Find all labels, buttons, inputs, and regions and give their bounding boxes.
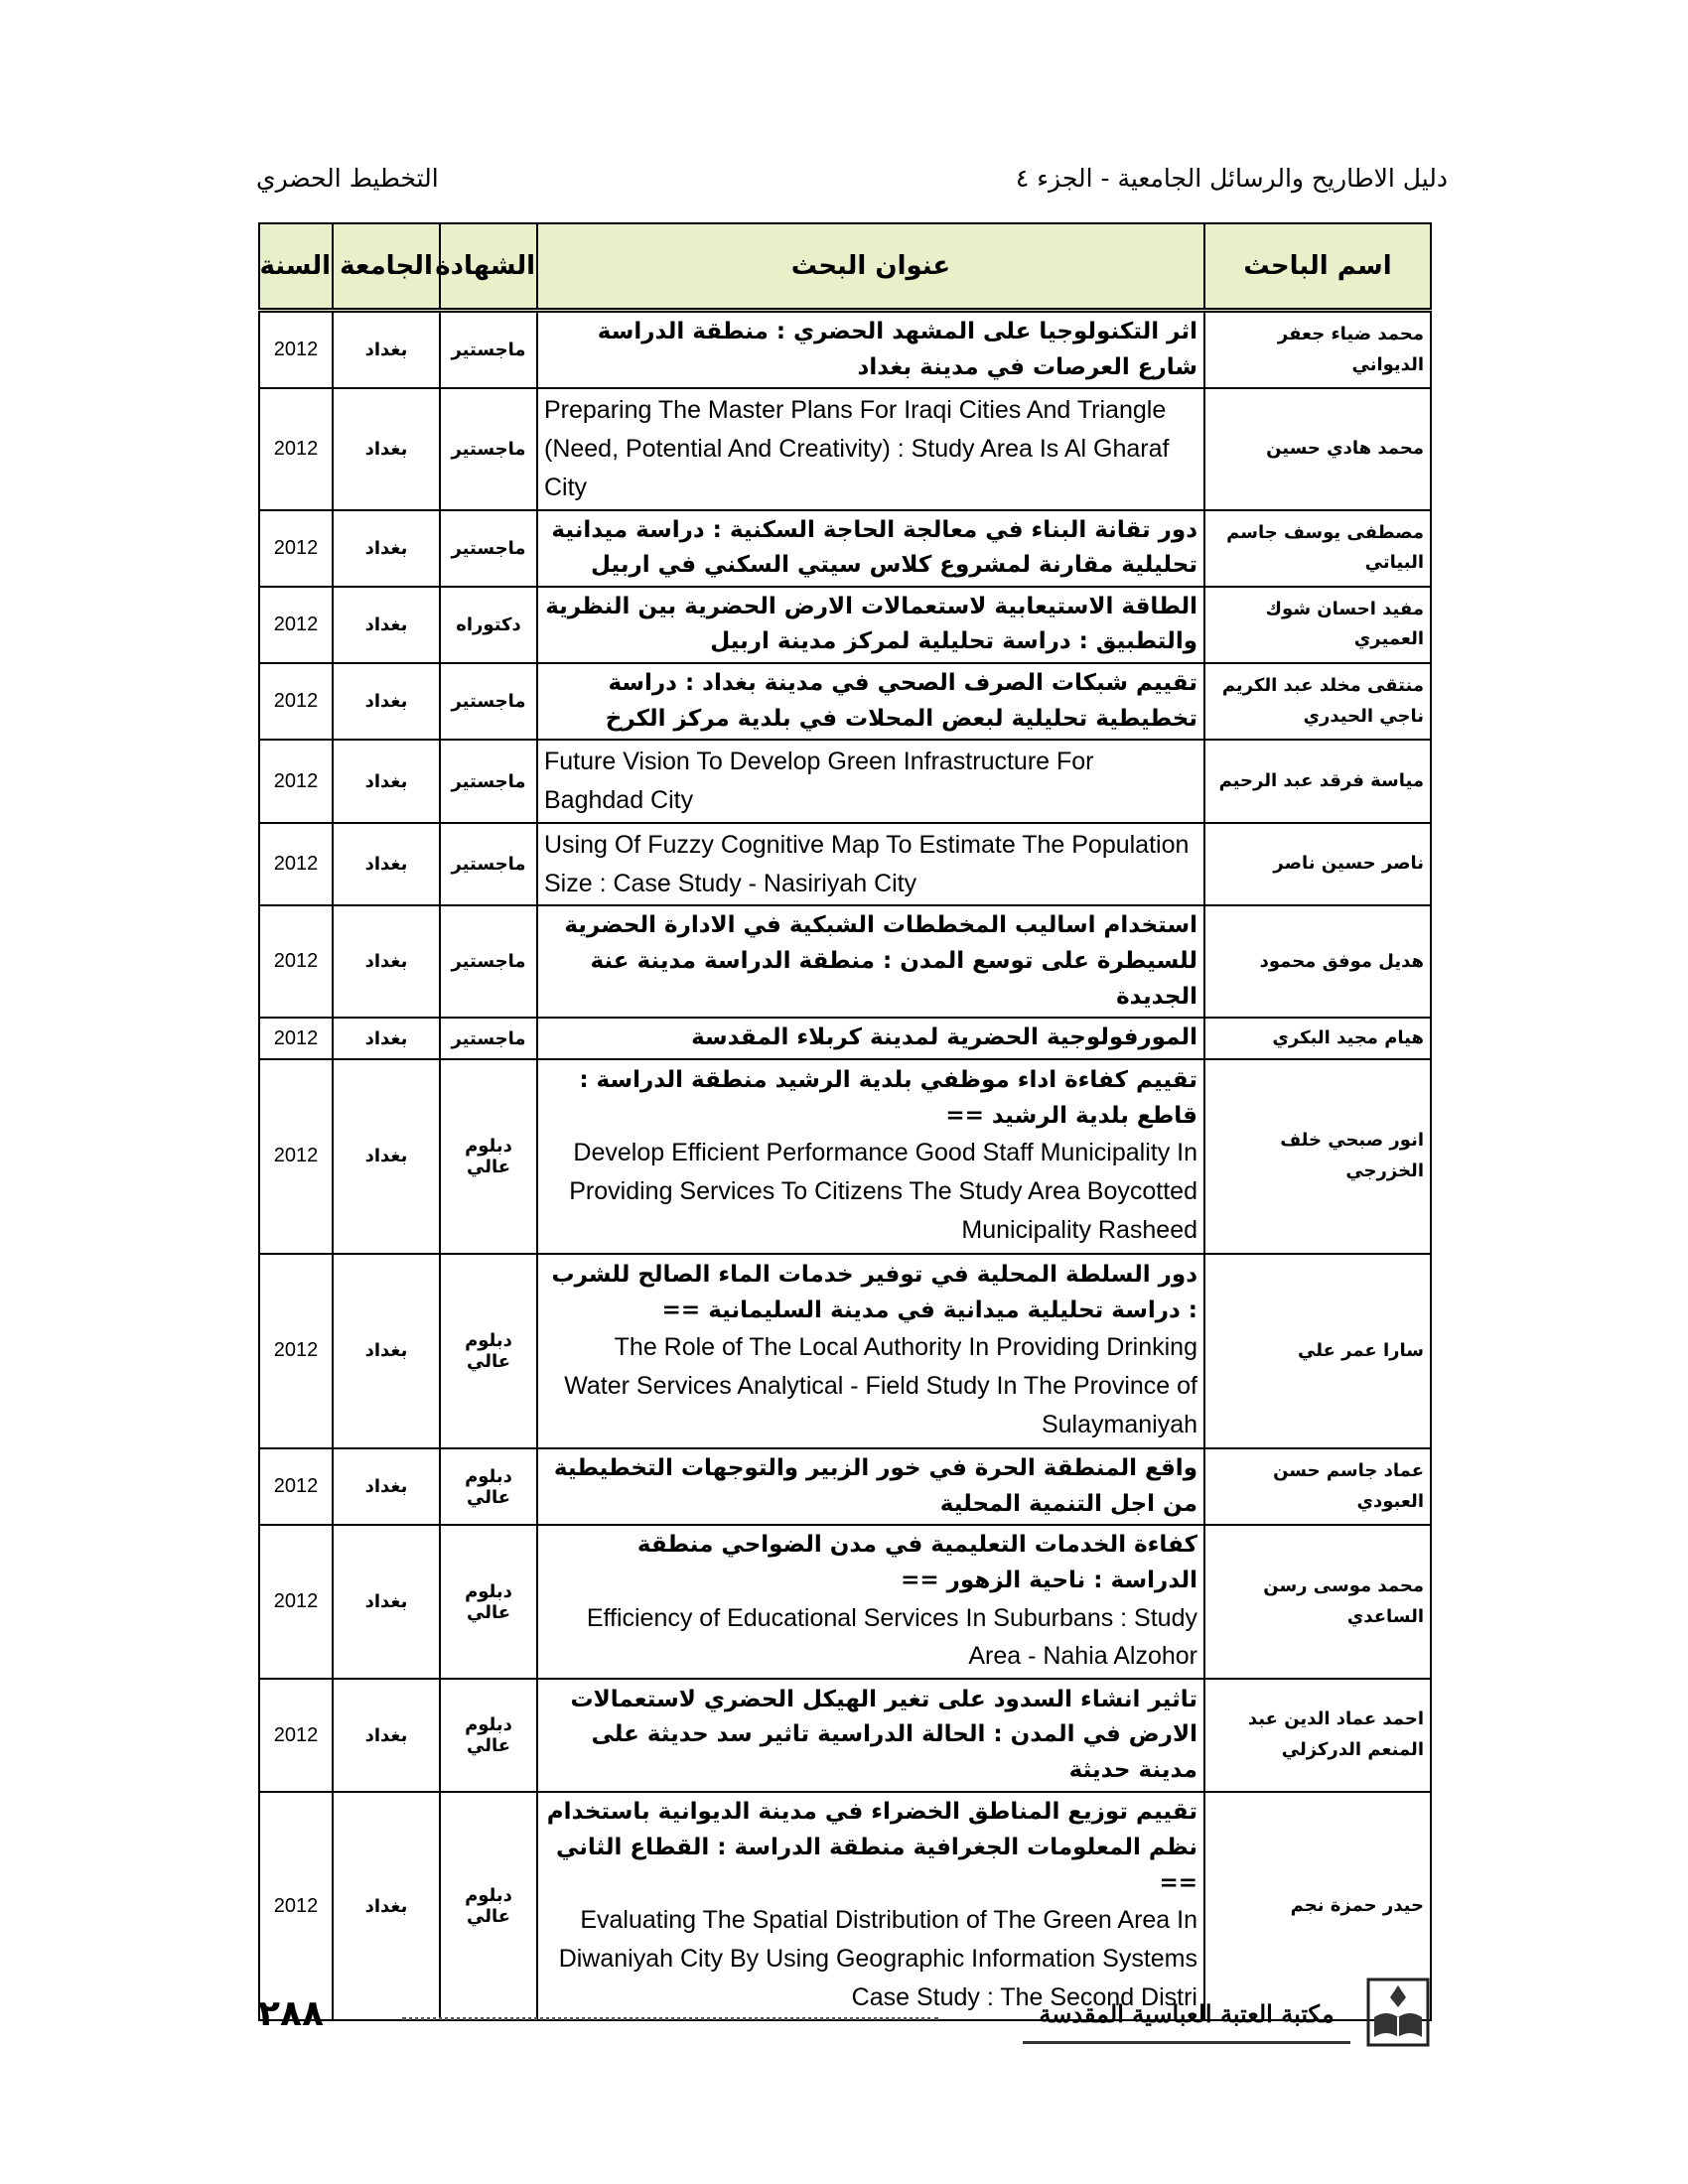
table-row (259, 311, 1431, 389)
thesis-title: Preparing The Master Plans For Iraqi Cities And Triangle (Need, Potential And Creativity) : Study Area Is Al Gharaf City (537, 388, 1204, 509)
year: 2012 (259, 1792, 333, 2020)
library-logo (1023, 1978, 1430, 2049)
table-row (259, 823, 1431, 906)
column-header-title: عنوان البحث (537, 223, 1204, 311)
thesis-title (537, 1059, 1204, 1254)
thesis-title-english: Efficiency of Educational Services In Suburbans : Study Area - Nahia Alzohor (586, 1603, 1197, 1671)
year: 2012 (259, 740, 333, 823)
researcher-name: هديل موفق محمود (1204, 905, 1431, 1018)
book-title: دليل الاطاريح والرسائل الجامعية - الجزء ٤ (1015, 164, 1448, 193)
thesis-title: واقع المنطقة الحرة في خور الزبير والتوجهات التخطيطية من اجل التنمية المحلية (537, 1448, 1204, 1525)
degree: دبلوم عالي (440, 1448, 537, 1525)
university: بغداد (333, 1525, 440, 1679)
university: بغداد (333, 1792, 440, 2020)
thesis-title-arabic: دور السلطة المحلية في توفير خدمات الماء الصالح للشرب : دراسة تحليلية ميدانية في مدينة السليمانية == (551, 1262, 1197, 1323)
table-row (259, 1679, 1431, 1792)
thesis-title: تاثير انشاء السدود على تغير الهيكل الحضري لاستعمالات الارض في المدن : الحالة الدراسية تاثير سد حديثة على مدينة حديثة (537, 1679, 1204, 1792)
theses-table-container (258, 222, 1430, 2021)
table-row (259, 1059, 1431, 1254)
table-row (259, 1448, 1431, 1525)
table-row (259, 740, 1431, 823)
university: بغداد (333, 510, 440, 587)
researcher-name: حيدر حمزة نجم (1204, 1792, 1431, 2020)
university: بغداد (333, 823, 440, 906)
year: 2012 (259, 1018, 333, 1059)
section-title: التخطيط الحضري (256, 164, 439, 193)
open-book-emblem-icon (1366, 1978, 1430, 2047)
degree: ماجستير (440, 1018, 537, 1059)
year: 2012 (259, 388, 333, 509)
table-header-row (259, 223, 1431, 311)
degree: ماجستير (440, 388, 537, 509)
university: بغداد (333, 587, 440, 663)
thesis-title-english: The Role of The Local Authority In Providing Drinking Water Services Analytical - Field Study In The Province of Sulaymaniyah (564, 1333, 1197, 1438)
researcher-name: محمد هادي حسين (1204, 388, 1431, 509)
column-header-name: اسم الباحث (1204, 223, 1431, 311)
university: بغداد (333, 905, 440, 1018)
university: بغداد (333, 1254, 440, 1448)
thesis-title-english: Develop Efficient Performance Good Staff Municipality In Providing Services To Citizens The Study Area Boycotted Municipality Rasheed (569, 1139, 1197, 1244)
degree: دبلوم عالي (440, 1059, 537, 1254)
year: 2012 (259, 1059, 333, 1254)
researcher-name: مصطفى يوسف جاسم البياتي (1204, 510, 1431, 587)
thesis-title: Using Of Fuzzy Cognitive Map To Estimate The Population Size : Case Study - Nasiriyah City (537, 823, 1204, 906)
page-number: ٢٨٨ (258, 1993, 324, 2034)
university: بغداد (333, 388, 440, 509)
researcher-name: مفيد احسان شوك العميري (1204, 587, 1431, 663)
year: 2012 (259, 311, 333, 389)
thesis-title: تقييم شبكات الصرف الصحي في مدينة بغداد : دراسة تخطيطية تحليلية لبعض المحلات في بلدية مركز الكرخ (537, 663, 1204, 740)
footer-dotted-divider (402, 2017, 938, 2020)
degree: دبلوم عالي (440, 1792, 537, 2020)
year: 2012 (259, 1679, 333, 1792)
degree: ماجستير (440, 740, 537, 823)
thesis-title-arabic: تقييم توزيع المناطق الخضراء في مدينة الديوانية باستخدام نظم المعلومات الجغرافية منطقة الدراسة : القطاع الثاني == (546, 1799, 1197, 1896)
column-header-degree: الشهادة (440, 223, 537, 311)
table-row (259, 1018, 1431, 1059)
year: 2012 (259, 663, 333, 740)
degree: دبلوم عالي (440, 1679, 537, 1792)
year: 2012 (259, 1448, 333, 1525)
year: 2012 (259, 823, 333, 906)
degree: ماجستير (440, 663, 537, 740)
table-row (259, 1525, 1431, 1679)
thesis-title: Future Vision To Develop Green Infrastructure For Baghdad City (537, 740, 1204, 823)
thesis-title: الطاقة الاستيعابية لاستعمالات الارض الحضرية بين النظرية والتطبيق : دراسة تحليلية لمركز مدينة اربيل (537, 587, 1204, 663)
thesis-title: المورفولوجية الحضرية لمدينة كربلاء المقدسة (537, 1018, 1204, 1059)
university: بغداد (333, 663, 440, 740)
degree: ماجستير (440, 311, 537, 389)
column-header-university: الجامعة (333, 223, 440, 311)
researcher-name: محمد موسى رسن الساعدي (1204, 1525, 1431, 1679)
thesis-title: استخدام اساليب المخططات الشبكية في الادارة الحضرية للسيطرة على توسع المدن : منطقة الدراسة مدينة عنة الجديدة (537, 905, 1204, 1018)
degree: ماجستير (440, 823, 537, 906)
table-row (259, 587, 1431, 663)
researcher-name: هيام مجيد البكري (1204, 1018, 1431, 1059)
thesis-title-arabic: تقييم كفاءة اداء موظفي بلدية الرشيد منطقة الدراسة : قاطع بلدية الرشيد == (579, 1067, 1197, 1129)
table-row (259, 1254, 1431, 1448)
university: بغداد (333, 1059, 440, 1254)
year: 2012 (259, 510, 333, 587)
year: 2012 (259, 587, 333, 663)
degree: دكتوراه (440, 587, 537, 663)
university: بغداد (333, 740, 440, 823)
thesis-title: اثر التكنولوجيا على المشهد الحضري : منطقة الدراسة شارع العرصات في مدينة بغداد (537, 311, 1204, 389)
researcher-name: انور صبحي خلف الخزرجي (1204, 1059, 1431, 1254)
degree: دبلوم عالي (440, 1525, 537, 1679)
theses-table (258, 222, 1432, 2021)
university: بغداد (333, 311, 440, 389)
researcher-name: سارا عمر علي (1204, 1254, 1431, 1448)
thesis-title (537, 1525, 1204, 1679)
table-row (259, 905, 1431, 1018)
university: بغداد (333, 1679, 440, 1792)
researcher-name: منتقى مخلد عبد الكريم ناجي الحيدري (1204, 663, 1431, 740)
university: بغداد (333, 1018, 440, 1059)
library-logo-text: مكتبة العتبة العباسية المقدسة (1023, 1987, 1350, 2044)
column-header-year: السنة (259, 223, 333, 311)
table-row (259, 510, 1431, 587)
year: 2012 (259, 1254, 333, 1448)
degree: دبلوم عالي (440, 1254, 537, 1448)
degree: ماجستير (440, 510, 537, 587)
university: بغداد (333, 1448, 440, 1525)
thesis-title (537, 1254, 1204, 1448)
thesis-title-arabic: كفاءة الخدمات التعليمية في مدن الضواحي منطقة الدراسة : ناحية الزهور == (636, 1532, 1197, 1593)
researcher-name: محمد ضياء جعفر الديواني (1204, 311, 1431, 389)
table-row (259, 663, 1431, 740)
thesis-title: دور تقانة البناء في معالجة الحاجة السكنية : دراسة ميدانية تحليلية مقارنة لمشروع كلاس سيتي السكني في اربيل (537, 510, 1204, 587)
year: 2012 (259, 1525, 333, 1679)
degree: ماجستير (440, 905, 537, 1018)
researcher-name: ناصر حسين ناصر (1204, 823, 1431, 906)
researcher-name: احمد عماد الدين عبد المنعم الدركزلي (1204, 1679, 1431, 1792)
thesis-title-english: Evaluating The Spatial Distribution of The Green Area In Diwaniyah City By Using Geographic Information Systems Case Study : The Second Distri (558, 1906, 1197, 2011)
researcher-name: مياسة فرقد عبد الرحيم (1204, 740, 1431, 823)
year: 2012 (259, 905, 333, 1018)
researcher-name: عماد جاسم حسن العبودي (1204, 1448, 1431, 1525)
table-row (259, 388, 1431, 509)
